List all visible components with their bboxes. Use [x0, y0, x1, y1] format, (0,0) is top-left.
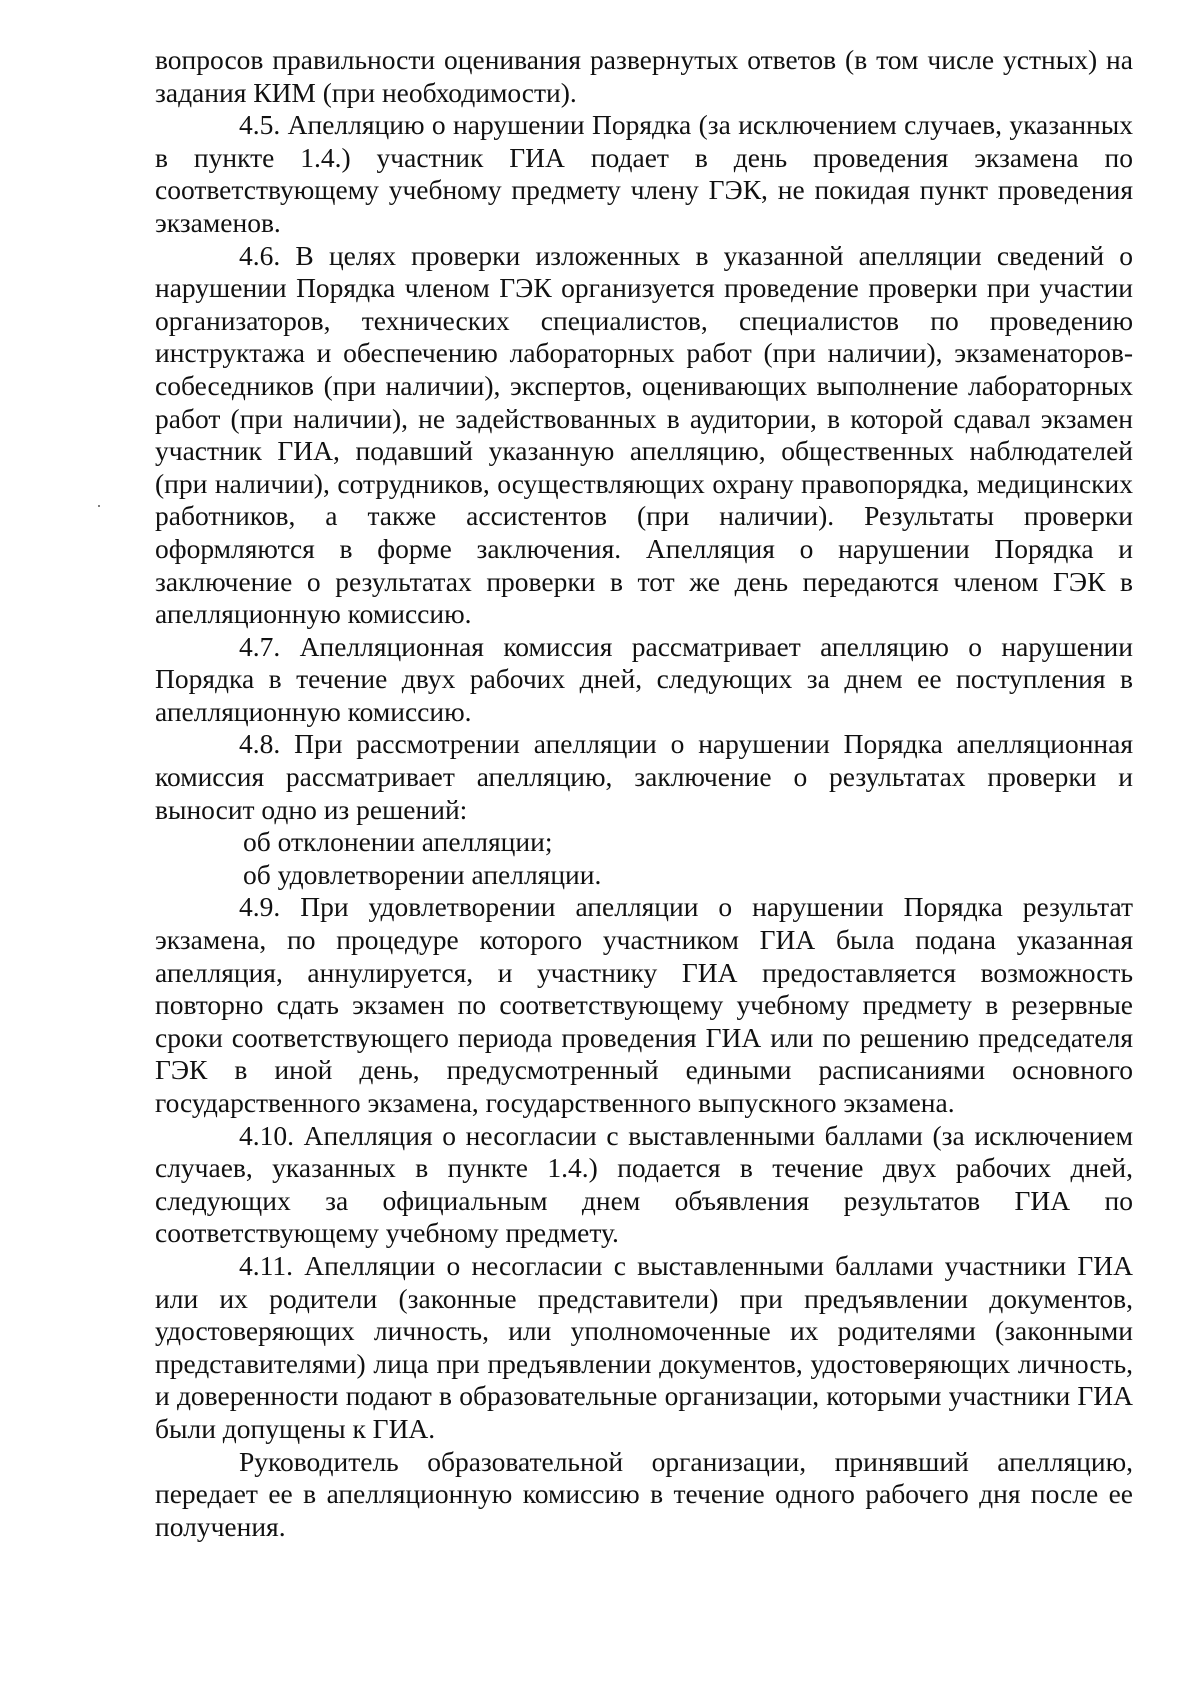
scan-speck [98, 505, 100, 507]
paragraph-4-6: 4.6. В целях проверки изложенных в указанной апелляции сведений о нарушении Порядка членом ГЭК организуется проведение проверки при участии организаторов, технических специалистов, специалистов по проведению инструктажа и обеспечению лабораторных работ (при наличии), экзаменаторов-собеседников (при наличии), экспертов, оценивающих выполнение лабораторных работ (при наличии), не задействованных в аудитории, в которой сдавал экзамен участник ГИА, подавший указанную апелляцию, общественных наблюдателей (при наличии), сотрудников, осуществляющих охрану правопорядка, медицинских работников, а также ассистентов (при наличии). Результаты проверки оформляются в форме заключения. Апелляция о нарушении Порядка и заключение о результатах проверки в тот же день передаются членом ГЭК в апелляционную комиссию. [155, 239, 1133, 630]
paragraph-4-8: 4.8. При рассмотрении апелляции о нарушении Порядка апелляционная комиссия рассматривает апелляцию, заключение о результатах проверки и выносит одно из решений: [155, 728, 1133, 825]
paragraph-4-11: 4.11. Апелляции о несогласии с выставленными баллами участники ГИА или их родители (законные представители) при предъявлении документов, удостоверяющих личность, или уполномоченные их родителями (законными представителями) лица при предъявлении документов, удостоверяющих личность, и доверенности подают в образовательные организации, которыми участники ГИА были допущены к ГИА. [155, 1249, 1133, 1444]
decision-option-accept: об удовлетворении апелляции. [243, 858, 602, 890]
paragraph-4-5: 4.5. Апелляцию о нарушении Порядка (за исключением случаев, указанных в пункте 1.4.) участник ГИА подает в день проведения экзамена по соответствующему учебному предмету члену ГЭК, не покидая пункт проведения экзаменов. [155, 109, 1133, 238]
paragraph-4-7: 4.7. Апелляционная комиссия рассматривает апелляцию о нарушении Порядка в течение двух рабочих дней, следующих за днем ее поступления в апелляционную комиссию. [155, 630, 1133, 727]
paragraph-4-10: 4.10. Апелляция о несогласии с выставленными баллами (за исключением случаев, указанных в пункте 1.4.) подается в течение двух рабочих дней, следующих за официальным днем объявления результатов ГИА по соответствующему учебному предмету. [155, 1119, 1133, 1249]
paragraph-continuation: вопросов правильности оценивания развернутых ответов (в том числе устных) на задания КИМ (при необходимости). [155, 44, 1133, 108]
paragraph-4-9: 4.9. При удовлетворении апелляции о нарушении Порядка результат экзамена, по процедуре которого участником ГИА была подана указанная апелляция, аннулируется, и участнику ГИА предоставляется возможность повторно сдать экзамен по соответствующему учебному предмету в резервные сроки соответствующего периода проведения ГИА или по решению председателя ГЭК в иной день, предусмотренный едиными расписаниями основного государственного экзамена, государственного выпускного экзамена. [155, 891, 1133, 1118]
paragraph-head-of-organization: Руководитель образовательной организации, принявший апелляцию, передает ее в апелляционную комиссию в течение одного рабочего дня после ее получения. [155, 1445, 1133, 1542]
decision-option-reject: об отклонении апелляции; [243, 826, 553, 858]
document-body [155, 44, 1133, 1543]
